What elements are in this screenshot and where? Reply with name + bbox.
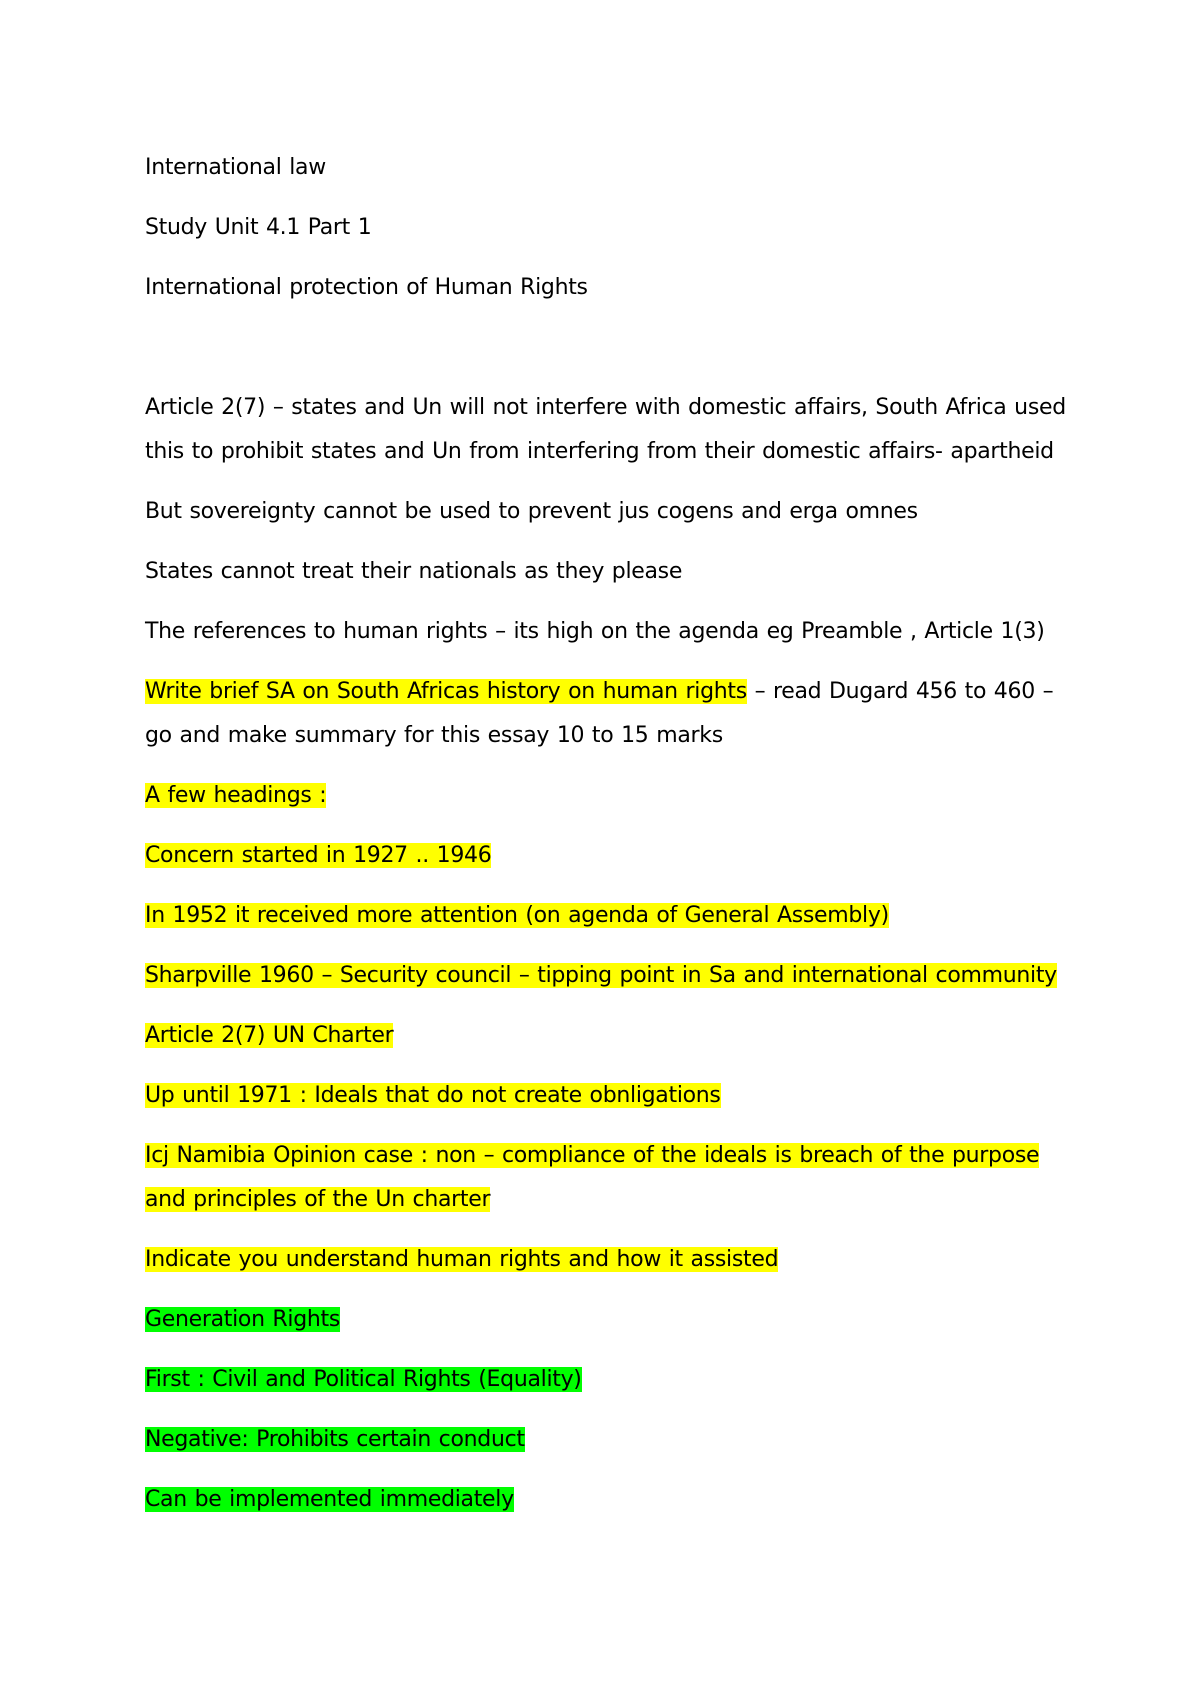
blank-line xyxy=(145,326,1075,386)
paragraph-article-2-7: Article 2(7) – states and Un will not interfere with domestic affairs, South Africa used this to prohibit states and Un from interfering from their domestic affairs- apartheid xyxy=(145,395,1066,464)
paragraph-references: The references to human rights – its high on the agenda eg Preamble , Article 1(3) xyxy=(145,619,1045,644)
green-item: Generation Rights xyxy=(145,1307,341,1332)
paragraph-sovereignty: But sovereignty cannot be used to prevent jus cogens and erga omnes xyxy=(145,499,918,524)
study-unit-line: Study Unit 4.1 Part 1 xyxy=(145,215,372,240)
paragraph-essay-note xyxy=(145,670,1075,758)
yellow-item: In 1952 it received more attention (on agenda of General Assembly) xyxy=(145,903,889,928)
yellow-item: Indicate you understand human rights and how it assisted xyxy=(145,1247,779,1272)
paragraph-nationals: States cannot treat their nationals as they please xyxy=(145,559,683,584)
green-item: Can be implemented immediately xyxy=(145,1487,514,1512)
yellow-item: Icj Namibia Opinion case : non – compliance of the ideals is breach of the purpose and principles of the Un charter xyxy=(145,1143,1040,1212)
yellow-item: Up until 1971 : Ideals that do not create obnligations xyxy=(145,1083,721,1108)
document-body xyxy=(145,146,1075,1538)
yellow-item: Sharpville 1960 – Security council – tipping point in Sa and international community xyxy=(145,963,1057,988)
document-title: International law xyxy=(145,155,326,180)
yellow-item: Article 2(7) UN Charter xyxy=(145,1023,394,1048)
yellow-item: Concern started in 1927 .. 1946 xyxy=(145,843,492,868)
green-item: Negative: Prohibits certain conduct xyxy=(145,1427,525,1452)
yellow-item: A few headings : xyxy=(145,783,327,808)
document-subtitle: International protection of Human Rights xyxy=(145,275,588,300)
essay-note-highlight: Write brief SA on South Africas history on human rights xyxy=(145,679,747,704)
green-item: First : Civil and Political Rights (Equality) xyxy=(145,1367,582,1392)
essay-note-rest: – read Dugard 456 to 460 – go and make summary for this essay 10 to 15 marks xyxy=(145,679,1054,748)
